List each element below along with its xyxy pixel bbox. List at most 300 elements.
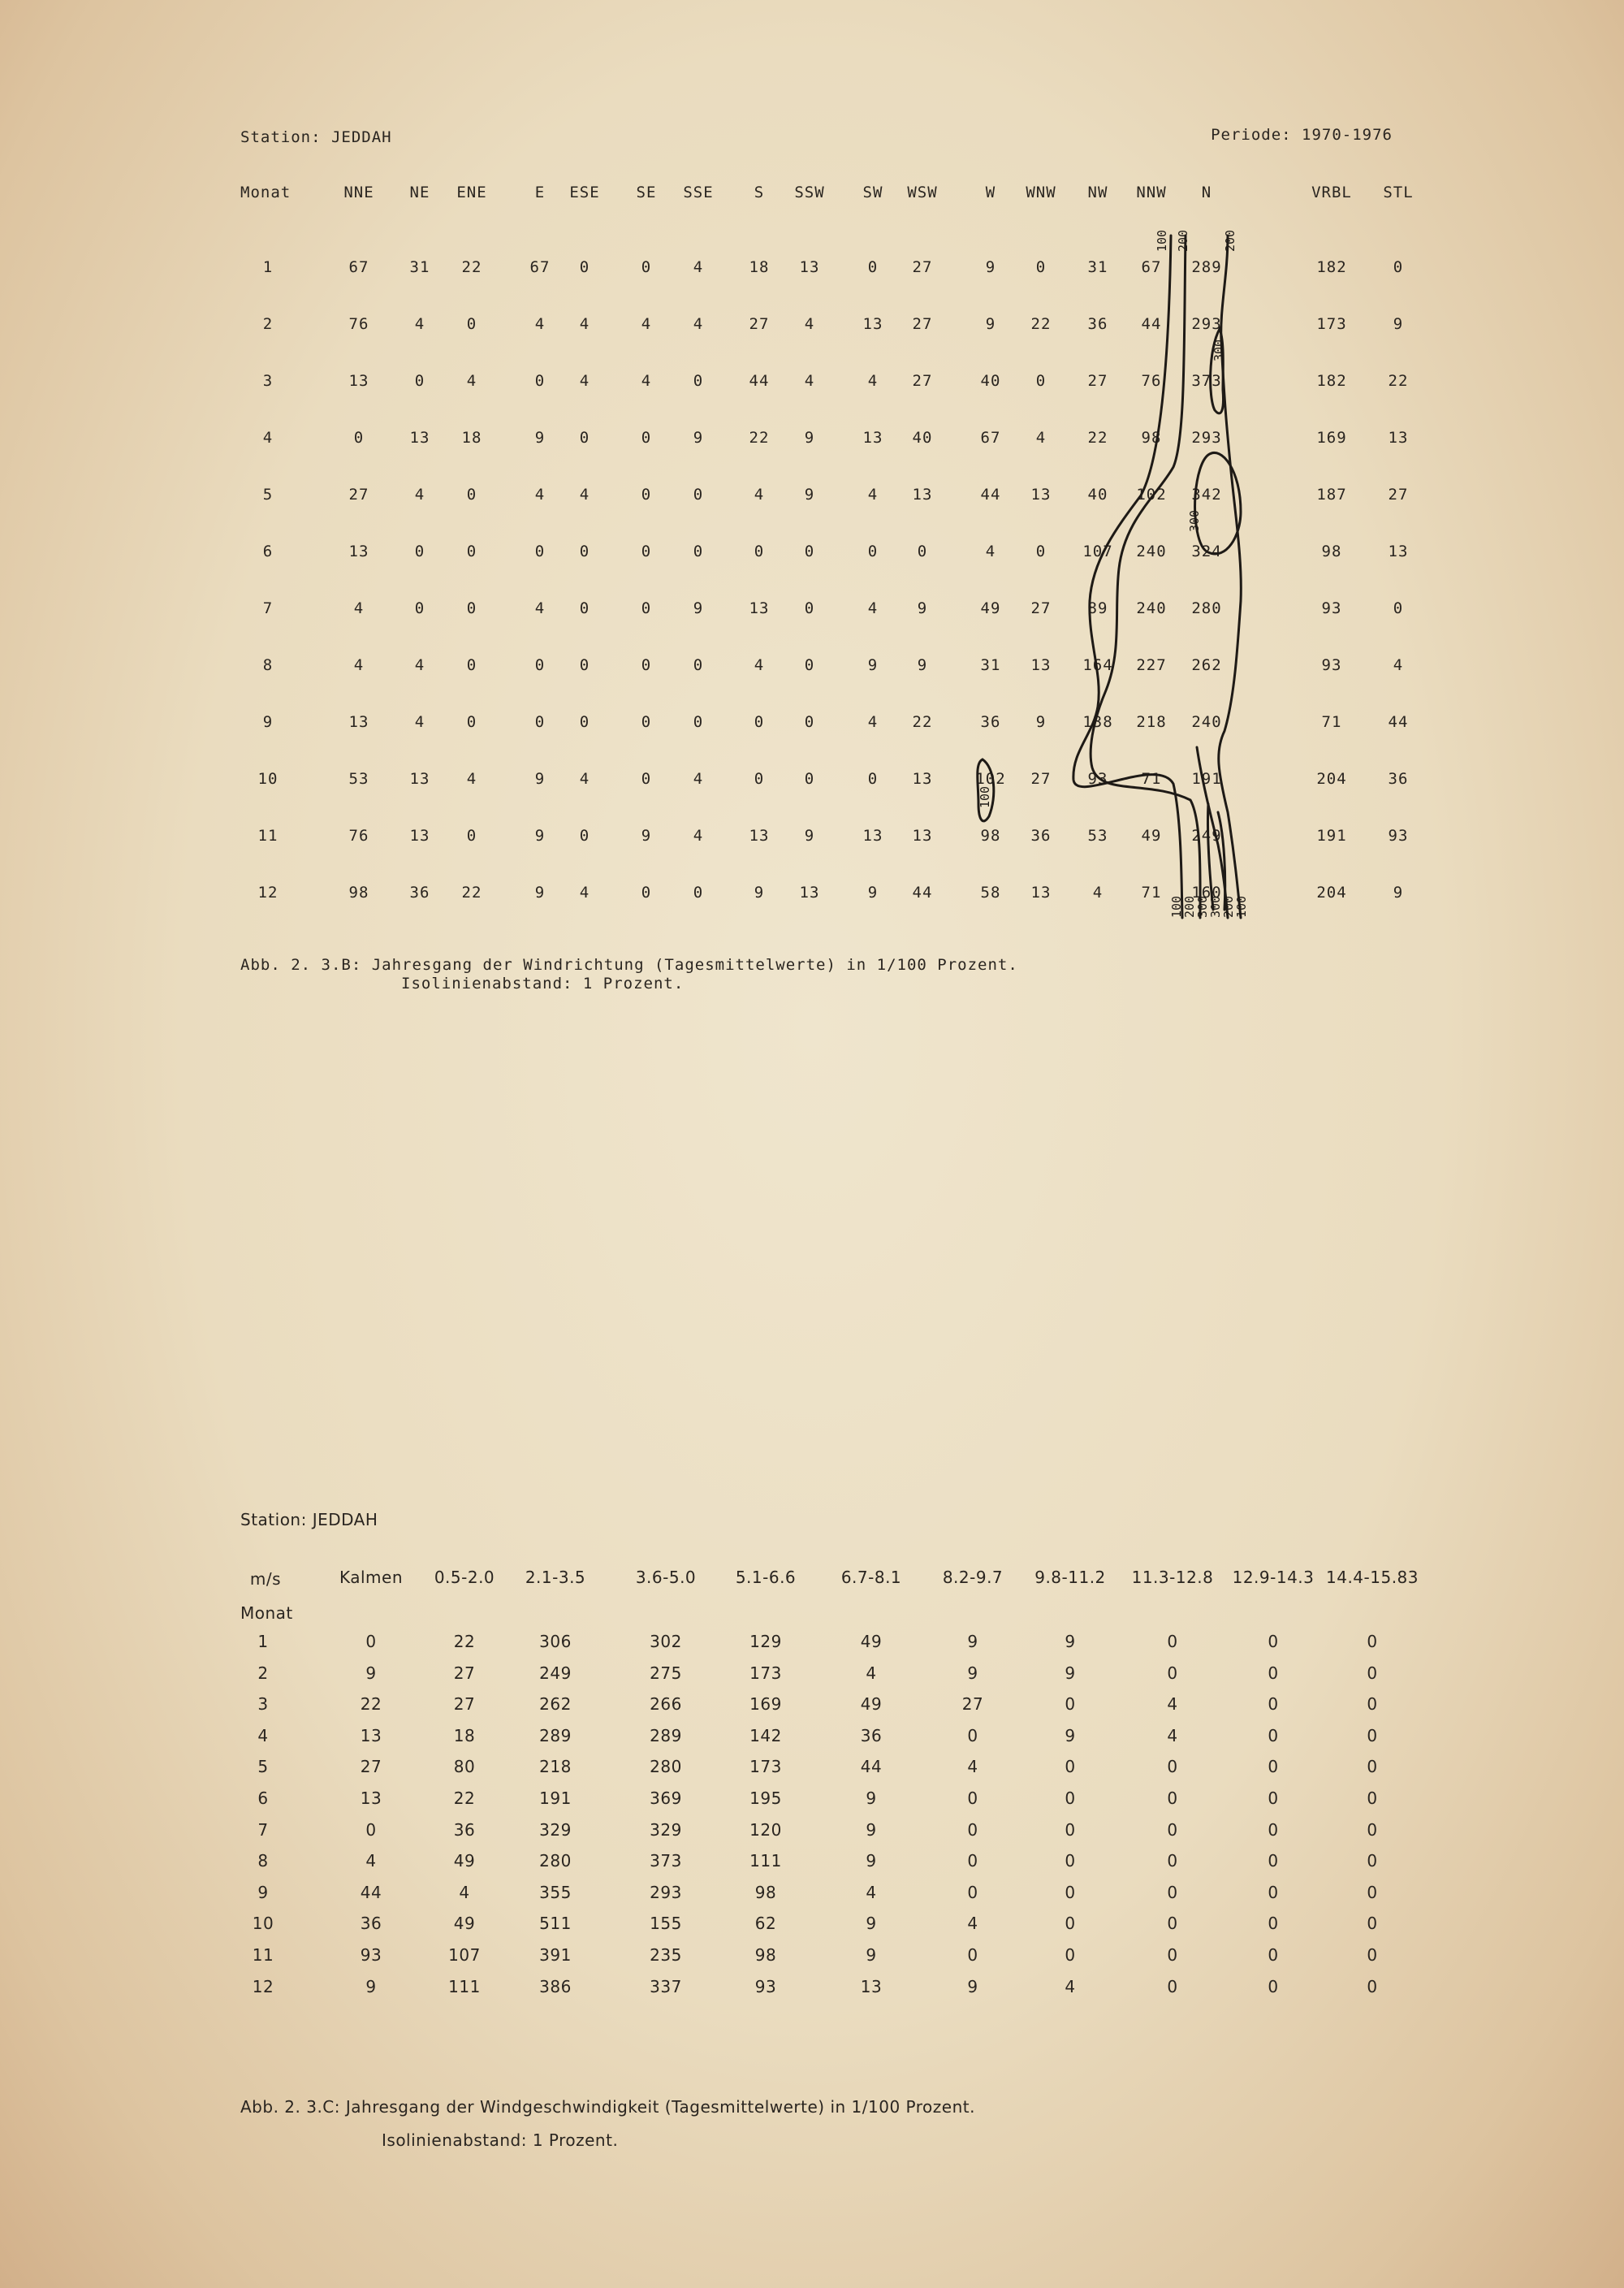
lower-table-cell: 9 xyxy=(1065,1663,1076,1683)
upper-table-cell: 289 xyxy=(1191,258,1222,276)
upper-col-header-nw: NW xyxy=(1087,184,1108,201)
lower-table-cell: 62 xyxy=(754,1914,777,1933)
upper-col-header-sse: SSE xyxy=(683,184,714,201)
upper-table-cell: 0 xyxy=(414,372,425,390)
isoline-label-bottom-5: 200 xyxy=(1221,895,1236,918)
lower-table-cell: 27 xyxy=(453,1694,476,1714)
upper-table-cell: 0 xyxy=(754,543,765,560)
upper-table-cell: 9 xyxy=(754,884,765,902)
lower-table-cell: 302 xyxy=(650,1632,682,1651)
lower-table-cell: 9 xyxy=(365,1977,377,1996)
lower-month-cell: 5 xyxy=(257,1757,269,1776)
lower-table-cell: 13 xyxy=(360,1788,382,1808)
upper-table-cell: 4 xyxy=(353,656,365,674)
upper-table-cell: 22 xyxy=(1087,429,1108,447)
lower-table-cell: 0 xyxy=(1167,1851,1178,1871)
upper-caption-line1: Abb. 2. 3.B: Jahresgang der Windrichtung (Tagesmittelwerte) in 1/100 Prozent. xyxy=(240,956,1018,974)
lower-month-cell: 3 xyxy=(257,1694,269,1714)
upper-table-cell: 164 xyxy=(1082,656,1113,674)
upper-table-cell: 13 xyxy=(799,884,820,902)
lower-table-cell: 98 xyxy=(754,1945,777,1965)
upper-table-cell: 373 xyxy=(1191,372,1222,390)
upper-table-cell: 67 xyxy=(348,258,369,276)
upper-table-cell: 31 xyxy=(409,258,430,276)
lower-table-cell: 0 xyxy=(365,1820,377,1840)
upper-table-cell: 0 xyxy=(534,372,546,390)
upper-table-cell: 0 xyxy=(579,429,590,447)
upper-col-header-nnw: NNW xyxy=(1136,184,1167,201)
upper-table-cell: 4 xyxy=(534,599,546,617)
upper-table-cell: 227 xyxy=(1136,656,1167,674)
lower-table-cell: 289 xyxy=(539,1726,572,1745)
lower-table-cell: 0 xyxy=(1167,1632,1178,1651)
lower-table-cell: 9 xyxy=(967,1663,978,1683)
lower-table-cell: 0 xyxy=(1167,1883,1178,1902)
upper-table-cell: 13 xyxy=(862,315,883,333)
upper-table-cell: 9 xyxy=(917,656,928,674)
upper-table-cell: 4 xyxy=(414,656,425,674)
isoline-label-top-200b: 200 xyxy=(1223,229,1237,252)
lower-table-cell: 44 xyxy=(860,1757,883,1776)
lower-table-cell: 0 xyxy=(967,1726,978,1745)
lower-col-header: 9.8-11.2 xyxy=(1034,1568,1106,1587)
upper-table-cell: 13 xyxy=(912,827,933,845)
upper-table-cell: 342 xyxy=(1191,486,1222,504)
upper-table-cell: 0 xyxy=(804,656,815,674)
lower-table-cell: 0 xyxy=(1268,1694,1279,1714)
lower-table-cell: 107 xyxy=(448,1945,481,1965)
upper-table-cell: 4 xyxy=(641,315,652,333)
lower-table-cell: 0 xyxy=(1367,1788,1378,1808)
upper-table-cell: 93 xyxy=(1388,827,1409,845)
lower-table-cell: 0 xyxy=(1268,1757,1279,1776)
lower-table-cell: 27 xyxy=(961,1694,984,1714)
lower-table-cell: 4 xyxy=(1167,1694,1178,1714)
upper-table-cell: 0 xyxy=(641,258,652,276)
isoline-label-top-100: 100 xyxy=(1155,229,1169,252)
upper-table-cell: 98 xyxy=(1141,429,1162,447)
lower-table-cell: 49 xyxy=(860,1694,883,1714)
lower-table-cell: 191 xyxy=(539,1788,572,1808)
lower-table-cell: 0 xyxy=(1367,1851,1378,1871)
upper-table-cell: 0 xyxy=(579,599,590,617)
lower-table-cell: 93 xyxy=(360,1945,382,1965)
lower-table-cell: 0 xyxy=(967,1883,978,1902)
lower-table-cell: 173 xyxy=(749,1757,782,1776)
upper-table-cell: 0 xyxy=(641,884,652,902)
upper-table-cell: 98 xyxy=(348,884,369,902)
lower-table-cell: 111 xyxy=(749,1851,782,1871)
upper-table-cell: 4 xyxy=(641,372,652,390)
upper-table-cell: 36 xyxy=(409,884,430,902)
upper-table-cell: 13 xyxy=(862,827,883,845)
isoline-label-bottom-4: 300 xyxy=(1208,895,1223,918)
lower-table-cell: 329 xyxy=(539,1820,572,1840)
upper-table-cell: 4 xyxy=(867,599,879,617)
lower-table-cell: 129 xyxy=(749,1632,782,1651)
upper-table-cell: 240 xyxy=(1136,599,1167,617)
upper-table-cell: 0 xyxy=(534,543,546,560)
lower-table-cell: 0 xyxy=(1367,1757,1378,1776)
upper-table-cell: 9 xyxy=(534,884,546,902)
upper-table-cell: 4 xyxy=(1092,884,1104,902)
upper-table-cell: 44 xyxy=(980,486,1001,504)
upper-month-cell: 4 xyxy=(262,429,274,447)
upper-table-cell: 36 xyxy=(1030,827,1052,845)
lower-table-cell: 275 xyxy=(650,1663,682,1683)
lower-table-cell: 369 xyxy=(650,1788,682,1808)
upper-table-cell: 262 xyxy=(1191,656,1222,674)
upper-table-cell: 31 xyxy=(980,656,1001,674)
upper-table-cell: 9 xyxy=(534,770,546,788)
upper-table-cell: 18 xyxy=(461,429,482,447)
lower-table-cell: 262 xyxy=(539,1694,572,1714)
lower-month-cell: 10 xyxy=(252,1914,274,1933)
lower-table-cell: 0 xyxy=(1065,1694,1076,1714)
upper-table-cell: 27 xyxy=(912,315,933,333)
isoline-100-left xyxy=(1073,236,1182,918)
upper-table-cell: 0 xyxy=(754,713,765,731)
lower-col-header: 8.2-9.7 xyxy=(942,1568,1004,1587)
upper-table-cell: 0 xyxy=(466,599,477,617)
lower-table-cell: 9 xyxy=(1065,1632,1076,1651)
lower-station-label: Station: JEDDAH xyxy=(240,1510,378,1529)
upper-table-cell: 93 xyxy=(1321,656,1342,674)
lower-table-cell: 386 xyxy=(539,1977,572,1996)
lower-table-cell: 266 xyxy=(650,1694,682,1714)
upper-table-cell: 13 xyxy=(862,429,883,447)
lower-table-cell: 4 xyxy=(866,1883,877,1902)
lower-table-cell: 0 xyxy=(1268,1851,1279,1871)
upper-table-cell: 0 xyxy=(1393,258,1404,276)
upper-table-cell: 187 xyxy=(1316,486,1347,504)
upper-table-cell: 27 xyxy=(912,258,933,276)
upper-table-cell: 0 xyxy=(754,770,765,788)
lower-table-cell: 22 xyxy=(360,1694,382,1714)
upper-table-cell: 98 xyxy=(980,827,1001,845)
upper-col-header-wnw: WNW xyxy=(1026,184,1056,201)
upper-table-cell: 27 xyxy=(1388,486,1409,504)
upper-table-cell: 0 xyxy=(804,599,815,617)
lower-month-cell: 4 xyxy=(257,1726,269,1745)
upper-table-cell: 182 xyxy=(1316,258,1347,276)
upper-table-cell: 9 xyxy=(985,258,996,276)
lower-table-cell: 0 xyxy=(1367,1726,1378,1745)
lower-table-cell: 0 xyxy=(1367,1945,1378,1965)
lower-table-cell: 4 xyxy=(365,1851,377,1871)
upper-table-cell: 0 xyxy=(466,486,477,504)
upper-month-cell: 6 xyxy=(262,543,274,560)
upper-table-cell: 40 xyxy=(1087,486,1108,504)
upper-table-cell: 53 xyxy=(348,770,369,788)
upper-table-cell: 102 xyxy=(1136,486,1167,504)
upper-table-cell: 13 xyxy=(348,713,369,731)
lower-table-cell: 0 xyxy=(1065,1788,1076,1808)
lower-table-cell: 391 xyxy=(539,1945,572,1965)
upper-table-cell: 4 xyxy=(414,315,425,333)
upper-table-cell: 36 xyxy=(1388,770,1409,788)
upper-table-cell: 36 xyxy=(980,713,1001,731)
isoline-200 xyxy=(1091,236,1200,918)
upper-month-cell: 2 xyxy=(262,315,274,333)
upper-table-cell: 44 xyxy=(1141,315,1162,333)
upper-col-header-stl: STL xyxy=(1383,184,1414,201)
lower-table-cell: 0 xyxy=(1167,1757,1178,1776)
upper-table-cell: 9 xyxy=(917,599,928,617)
lower-month-cell: 12 xyxy=(252,1977,274,1996)
lower-table-cell: 9 xyxy=(866,1820,877,1840)
upper-month-cell: 7 xyxy=(262,599,274,617)
upper-table-cell: 4 xyxy=(754,656,765,674)
upper-table-cell: 40 xyxy=(980,372,1001,390)
upper-col-header-ene: ENE xyxy=(456,184,487,201)
upper-table-cell: 0 xyxy=(414,543,425,560)
upper-table-cell: 0 xyxy=(1035,372,1047,390)
lower-table-cell: 293 xyxy=(650,1883,682,1902)
lower-table-cell: 0 xyxy=(1065,1883,1076,1902)
lower-col-header: Kalmen xyxy=(339,1568,404,1587)
lower-table-cell: 306 xyxy=(539,1632,572,1651)
upper-table-cell: 4 xyxy=(693,258,704,276)
isoline-overlay xyxy=(0,0,1624,975)
lower-table-cell: 155 xyxy=(650,1914,682,1933)
upper-table-cell: 4 xyxy=(1035,429,1047,447)
lower-table-cell: 93 xyxy=(754,1977,777,1996)
upper-col-header-ese: ESE xyxy=(569,184,600,201)
lower-col-header: 0.5-2.0 xyxy=(434,1568,495,1587)
isoline-label-top-200a: 200 xyxy=(1176,229,1190,252)
upper-table-cell: 0 xyxy=(641,770,652,788)
lower-table-cell: 0 xyxy=(1065,1757,1076,1776)
upper-month-cell: 8 xyxy=(262,656,274,674)
upper-table-cell: 13 xyxy=(1388,543,1409,560)
upper-table-cell: 44 xyxy=(912,884,933,902)
upper-table-cell: 22 xyxy=(461,258,482,276)
lower-table-cell: 0 xyxy=(1367,1977,1378,1996)
upper-table-cell: 0 xyxy=(353,429,365,447)
upper-col-header-ne: NE xyxy=(409,184,430,201)
upper-table-cell: 49 xyxy=(1141,827,1162,845)
upper-table-cell: 4 xyxy=(353,599,365,617)
upper-table-cell: 324 xyxy=(1191,543,1222,560)
lower-table-cell: 9 xyxy=(967,1632,978,1651)
upper-table-cell: 160 xyxy=(1191,884,1222,902)
upper-table-cell: 0 xyxy=(693,543,704,560)
upper-table-cell: 4 xyxy=(985,543,996,560)
upper-table-cell: 4 xyxy=(867,713,879,731)
upper-col-header-wsw: WSW xyxy=(907,184,938,201)
upper-col-header-sw: SW xyxy=(862,184,883,201)
upper-table-cell: 9 xyxy=(804,429,815,447)
upper-table-cell: 93 xyxy=(1087,770,1108,788)
upper-table-cell: 249 xyxy=(1191,827,1222,845)
lower-table-cell: 13 xyxy=(360,1726,382,1745)
lower-table-cell: 355 xyxy=(539,1883,572,1902)
lower-table-cell: 0 xyxy=(967,1788,978,1808)
isoline-label-bottom-3: 300 xyxy=(1195,895,1210,918)
upper-table-cell: 76 xyxy=(1141,372,1162,390)
upper-table-cell: 0 xyxy=(466,315,477,333)
isoline-label-bottom-6: 100 xyxy=(1234,895,1249,918)
lower-table-cell: 235 xyxy=(650,1945,682,1965)
upper-table-cell: 0 xyxy=(804,713,815,731)
lower-col-header: 6.7-8.1 xyxy=(840,1568,902,1587)
lower-table-cell: 36 xyxy=(453,1820,476,1840)
lower-table-cell: 0 xyxy=(1367,1663,1378,1683)
lower-month-cell: 6 xyxy=(257,1788,269,1808)
upper-table-cell: 293 xyxy=(1191,315,1222,333)
upper-periode-label: Periode: 1970-1976 xyxy=(1211,126,1393,144)
lower-table-cell: 0 xyxy=(1167,1945,1178,1965)
lower-table-cell: 0 xyxy=(1268,1945,1279,1965)
lower-table-cell: 0 xyxy=(1167,1914,1178,1933)
lower-table-cell: 9 xyxy=(365,1663,377,1683)
upper-table-cell: 240 xyxy=(1191,713,1222,731)
upper-table-cell: 13 xyxy=(799,258,820,276)
lower-table-cell: 0 xyxy=(1268,1663,1279,1683)
upper-table-cell: 0 xyxy=(466,827,477,845)
lower-table-cell: 98 xyxy=(754,1883,777,1902)
lower-table-cell: 36 xyxy=(360,1914,382,1933)
upper-table-cell: 4 xyxy=(579,315,590,333)
lower-table-cell: 0 xyxy=(1268,1632,1279,1651)
upper-table-cell: 9 xyxy=(534,429,546,447)
lower-table-cell: 9 xyxy=(1065,1726,1076,1745)
lower-table-cell: 218 xyxy=(539,1757,572,1776)
upper-table-cell: 27 xyxy=(348,486,369,504)
upper-table-cell: 0 xyxy=(693,713,704,731)
lower-table-cell: 111 xyxy=(448,1977,481,1996)
upper-table-cell: 4 xyxy=(804,315,815,333)
upper-table-cell: 0 xyxy=(579,713,590,731)
upper-table-cell: 89 xyxy=(1087,599,1108,617)
upper-table-cell: 4 xyxy=(466,770,477,788)
upper-table-cell: 22 xyxy=(461,884,482,902)
upper-caption-line2: Isolinienabstand: 1 Prozent. xyxy=(401,975,685,993)
upper-table-cell: 36 xyxy=(1087,315,1108,333)
lower-col-header: 14.4-15.83 xyxy=(1325,1568,1419,1587)
upper-table-cell: 4 xyxy=(414,713,425,731)
lower-table-cell: 0 xyxy=(967,1820,978,1840)
lower-table-cell: 0 xyxy=(1367,1632,1378,1651)
upper-table-cell: 0 xyxy=(693,884,704,902)
upper-table-cell: 0 xyxy=(534,713,546,731)
upper-table-cell: 71 xyxy=(1141,884,1162,902)
upper-table-cell: 4 xyxy=(693,315,704,333)
upper-month-cell: 12 xyxy=(257,884,279,902)
upper-table-cell: 4 xyxy=(534,315,546,333)
lower-table-cell: 329 xyxy=(650,1820,682,1840)
lower-table-cell: 9 xyxy=(866,1945,877,1965)
upper-table-cell: 4 xyxy=(754,486,765,504)
upper-table-cell: 0 xyxy=(641,713,652,731)
upper-col-header-ssw: SSW xyxy=(794,184,825,201)
lower-table-cell: 0 xyxy=(967,1945,978,1965)
upper-table-cell: 191 xyxy=(1316,827,1347,845)
upper-table-cell: 0 xyxy=(1035,543,1047,560)
upper-table-cell: 67 xyxy=(529,258,551,276)
lower-table-cell: 0 xyxy=(1367,1883,1378,1902)
upper-month-cell: 9 xyxy=(262,713,274,731)
lower-table-cell: 0 xyxy=(1065,1820,1076,1840)
lower-table-cell: 0 xyxy=(1268,1977,1279,1996)
upper-table-cell: 4 xyxy=(579,486,590,504)
upper-table-cell: 0 xyxy=(693,486,704,504)
isoline-label-w-100: 100 xyxy=(978,785,992,808)
upper-table-cell: 204 xyxy=(1316,884,1347,902)
upper-table-cell: 0 xyxy=(641,656,652,674)
upper-table-cell: 0 xyxy=(804,770,815,788)
upper-table-cell: 9 xyxy=(1393,884,1404,902)
upper-table-cell: 40 xyxy=(912,429,933,447)
lower-table-cell: 0 xyxy=(1167,1663,1178,1683)
upper-table-cell: 0 xyxy=(466,713,477,731)
upper-table-cell: 0 xyxy=(693,372,704,390)
lower-table-cell: 36 xyxy=(860,1726,883,1745)
upper-table-cell: 4 xyxy=(1393,656,1404,674)
upper-table-cell: 76 xyxy=(348,315,369,333)
upper-table-cell: 0 xyxy=(414,599,425,617)
upper-table-cell: 13 xyxy=(1030,486,1052,504)
lower-table-cell: 4 xyxy=(967,1757,978,1776)
upper-table-cell: 13 xyxy=(1030,656,1052,674)
lower-month-cell: 1 xyxy=(257,1632,269,1651)
upper-table-cell: 9 xyxy=(804,486,815,504)
lower-table-cell: 13 xyxy=(860,1977,883,1996)
lower-caption-line2: Isolinienabstand: 1 Prozent. xyxy=(382,2130,619,2150)
upper-table-cell: 191 xyxy=(1191,770,1222,788)
lower-table-cell: 289 xyxy=(650,1726,682,1745)
upper-table-cell: 0 xyxy=(579,258,590,276)
upper-table-cell: 13 xyxy=(749,599,770,617)
upper-table-cell: 0 xyxy=(579,543,590,560)
lower-table-cell: 337 xyxy=(650,1977,682,1996)
upper-table-cell: 27 xyxy=(749,315,770,333)
upper-table-cell: 9 xyxy=(1035,713,1047,731)
lower-table-cell: 27 xyxy=(360,1757,382,1776)
upper-table-cell: 22 xyxy=(912,713,933,731)
upper-table-cell: 4 xyxy=(579,770,590,788)
upper-table-cell: 169 xyxy=(1316,429,1347,447)
upper-table-cell: 67 xyxy=(980,429,1001,447)
lower-table-cell: 120 xyxy=(749,1820,782,1840)
upper-table-cell: 13 xyxy=(1388,429,1409,447)
upper-table-cell: 107 xyxy=(1082,543,1113,560)
upper-table-cell: 0 xyxy=(867,258,879,276)
upper-table-cell: 0 xyxy=(1393,599,1404,617)
lower-table-cell: 9 xyxy=(866,1788,877,1808)
upper-table-cell: 4 xyxy=(466,372,477,390)
lower-month-cell: 11 xyxy=(252,1945,274,1965)
lower-table-cell: 195 xyxy=(749,1788,782,1808)
upper-table-cell: 22 xyxy=(1030,315,1052,333)
lower-table-cell: 0 xyxy=(1367,1694,1378,1714)
upper-month-cell: 3 xyxy=(262,372,274,390)
lower-table-cell: 142 xyxy=(749,1726,782,1745)
upper-table-cell: 13 xyxy=(348,372,369,390)
lower-table-cell: 249 xyxy=(539,1663,572,1683)
upper-table-cell: 9 xyxy=(985,315,996,333)
lower-month-cell: 8 xyxy=(257,1851,269,1871)
upper-table-cell: 44 xyxy=(1388,713,1409,731)
lower-table-cell: 373 xyxy=(650,1851,682,1871)
upper-table-cell: 27 xyxy=(912,372,933,390)
lower-table-cell: 0 xyxy=(967,1851,978,1871)
upper-col-header-s: S xyxy=(754,184,765,201)
upper-col-header-nne: NNE xyxy=(343,184,374,201)
lower-table-cell: 4 xyxy=(1167,1726,1178,1745)
upper-col-header-vrbl: VRBL xyxy=(1311,184,1352,201)
